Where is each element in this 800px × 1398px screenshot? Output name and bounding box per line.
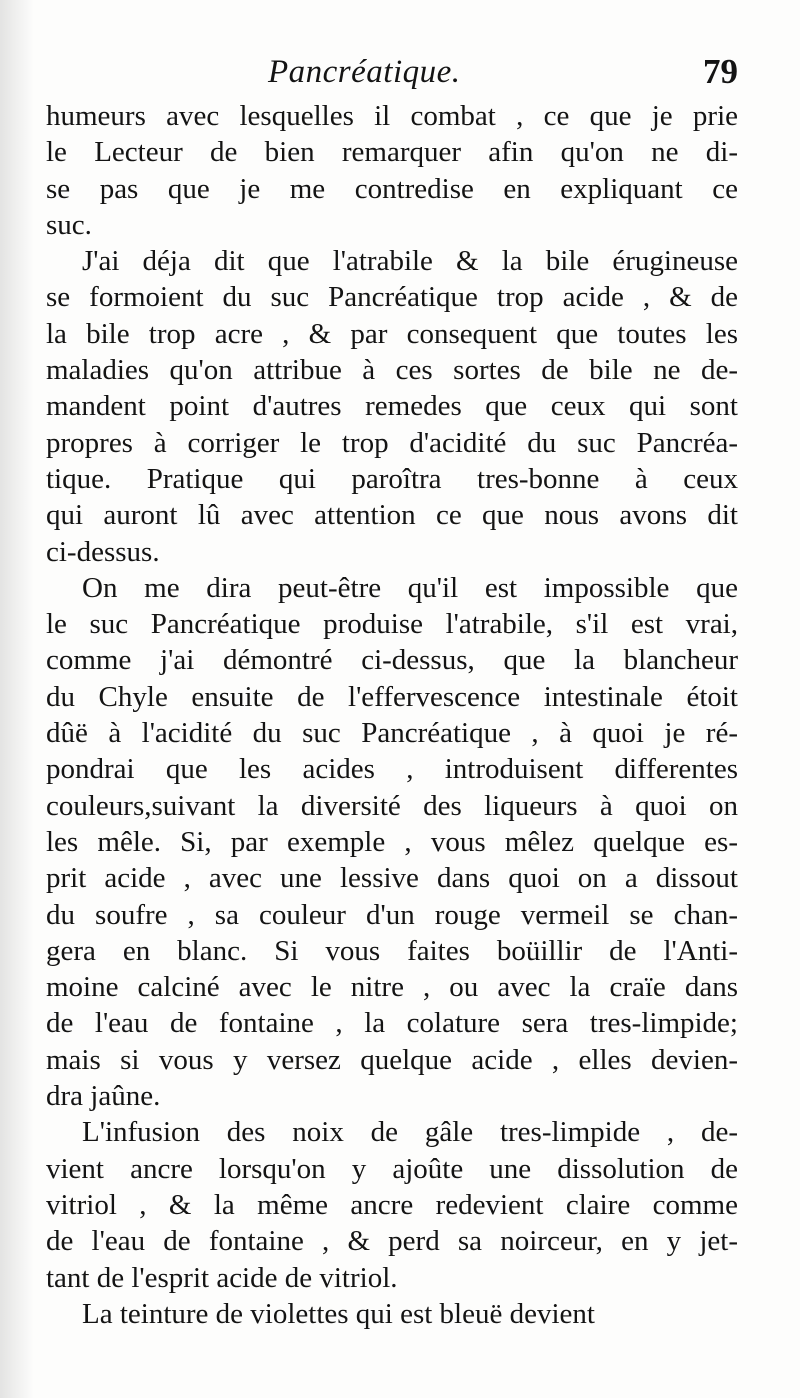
paragraph: [46, 243, 738, 570]
text-line: mandent point d'autres remedes que ceux qui sont: [46, 390, 738, 423]
gutter-shadow: [0, 0, 34, 1398]
text-line: du soufre , sa couleur d'un rouge vermeil se chan-: [46, 898, 738, 931]
text-line: mais si vous y versez quelque acide , elles devien-: [46, 1043, 738, 1076]
text-line: se formoient du suc Pancréatique trop acide , & de: [46, 281, 738, 314]
text-line: de l'eau de fontaine , & perd sa noirceur, en y jet-: [46, 1225, 738, 1258]
running-title: Pancréatique.: [268, 54, 461, 90]
paragraph: [46, 1296, 738, 1332]
text-line: maladies qu'on attribue à ces sortes de bile ne de-: [46, 354, 738, 387]
text-line: dûë à l'acidité du suc Pancréatique , à quoi je ré-: [46, 717, 738, 750]
text-line: propres à corriger le trop d'acidité du suc Pancréa-: [46, 426, 738, 459]
text-line: La teinture de violettes qui est bleuë devient: [82, 1297, 595, 1330]
text-line: humeurs avec lesquelles il combat , ce que je prie: [46, 100, 738, 132]
text-line: le Lecteur de bien remarquer afin qu'on ne di-: [46, 136, 738, 169]
text-line: se pas que je me contredise en expliquant ce: [46, 172, 738, 205]
text-line: tique. Pratique qui paroîtra tres-bonne à ceux: [46, 462, 738, 495]
text-line: de l'eau de fontaine , la colature sera tres-limpide;: [46, 1007, 738, 1040]
text-line: moine calciné avec le nitre , ou avec la craïe dans: [46, 971, 738, 1004]
text-line: les mêle. Si, par exemple , vous mêlez quelque es-: [46, 825, 738, 858]
text-line: la bile trop acre , & par consequent que toutes les: [46, 317, 738, 350]
text-line: tant de l'esprit acide de vitriol.: [46, 1261, 398, 1294]
text-line: On me dira peut-être qu'il est impossible que: [82, 571, 738, 604]
text-line: gera en blanc. Si vous faites boüillir de l'Anti-: [46, 934, 738, 967]
text-line: qui auront lû avec attention ce que nous avons dit: [46, 499, 738, 532]
text-line: vient ancre lorsqu'on y ajoûte une dissolution de: [46, 1152, 738, 1185]
text-line: suc.: [46, 208, 92, 241]
text-line: L'infusion des noix de gâle tres-limpide , de-: [82, 1116, 738, 1149]
text-line: vitriol , & la même ancre redevient claire comme: [46, 1188, 738, 1221]
text-line: ci-dessus.: [46, 535, 160, 568]
text-line: J'ai déja dit que l'atrabile & la bile érugineuse: [82, 245, 738, 278]
text-line: pondrai que les acides , introduisent differentes: [46, 753, 738, 786]
page-number: 79: [703, 52, 738, 91]
paragraph: [46, 1114, 738, 1295]
text-line: du Chyle ensuite de l'effervescence intestinale étoit: [46, 680, 738, 713]
paragraph: [46, 98, 738, 243]
body-text: [46, 98, 738, 1332]
text-line: comme j'ai démontré ci-dessus, que la blancheur: [46, 644, 738, 677]
page-header: [0, 44, 800, 100]
text-line: couleurs,suivant la diversité des liqueurs à quoi on: [46, 789, 738, 822]
text-line: prit acide , avec une lessive dans quoi on a dissout: [46, 862, 738, 895]
paragraph: [46, 570, 738, 1114]
text-line: le suc Pancréatique produise l'atrabile, s'il est vrai,: [46, 608, 738, 641]
text-line: dra jaûne.: [46, 1080, 161, 1113]
